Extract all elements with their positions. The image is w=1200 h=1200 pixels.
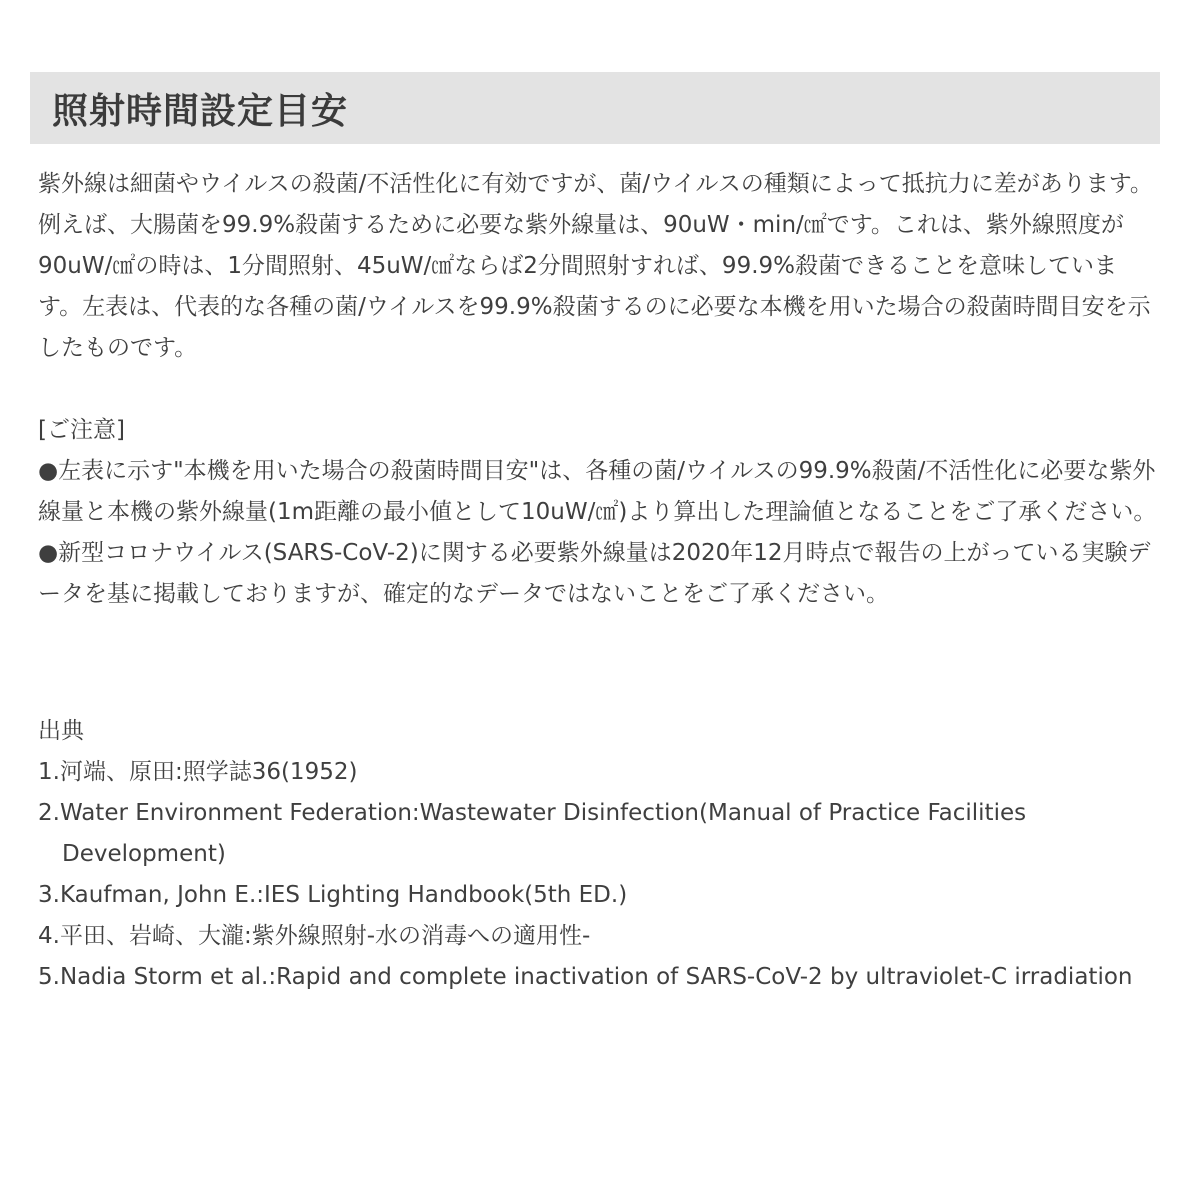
intro-paragraph: 紫外線は細菌やウイルスの殺菌/不活性化に有効ですが、菌/ウイルスの種類によって抵抗力に差があります。例えば、大腸菌を99.9%殺菌するために必要な紫外線量は、90uW・min/㎠です。これは、紫外線照度が90uW/㎠の時は、1分間照射、45uW/㎠ならば2分間照射すれば、99.9%殺菌できることを意味しています。左表は、代表的な各種の菌/ウイルスを99.9%殺菌するのに必要な本機を用いた場合の殺菌時間目安を示したものです。 <box>38 171 1153 361</box>
references-list <box>38 752 1158 998</box>
notes-section <box>38 410 1158 615</box>
references-section <box>38 711 1158 998</box>
reference-item: 5.Nadia Storm et al.:Rapid and complete inactivation of SARS-CoV-2 by ultraviolet-C irradiation <box>38 964 1133 990</box>
document-body <box>38 164 1158 998</box>
reference-item: 1.河端、原田:照学誌36(1952) <box>38 759 358 785</box>
title-bar <box>30 72 1160 144</box>
reference-item: 4.平田、岩崎、大瀧:紫外線照射-水の消毒への適用性- <box>38 923 591 949</box>
reference-item: 3.Kaufman, John E.:IES Lighting Handbook(5th ED.) <box>38 882 628 908</box>
notes-heading: [ご注意] <box>38 417 125 443</box>
note-item: ●左表に示す"本機を用いた場合の殺菌時間目安"は、各種の菌/ウイルスの99.9%殺菌/不活性化に必要な紫外線量と本機の紫外線量(1m距離の最小値として10uW/㎠)より算出した理論値となることをご了承ください。 <box>38 458 1157 525</box>
reference-item: 2.Water Environment Federation:Wastewater Disinfection(Manual of Practice Facilities Development) <box>38 800 1027 867</box>
references-heading: 出典 <box>38 718 84 744</box>
page-title: 照射時間設定目安 <box>52 90 349 132</box>
note-item: ●新型コロナウイルス(SARS-CoV-2)に関する必要紫外線量は2020年12月時点で報告の上がっている実験データを基に掲載しておりますが、確定的なデータではないことをご了承ください。 <box>38 540 1151 607</box>
